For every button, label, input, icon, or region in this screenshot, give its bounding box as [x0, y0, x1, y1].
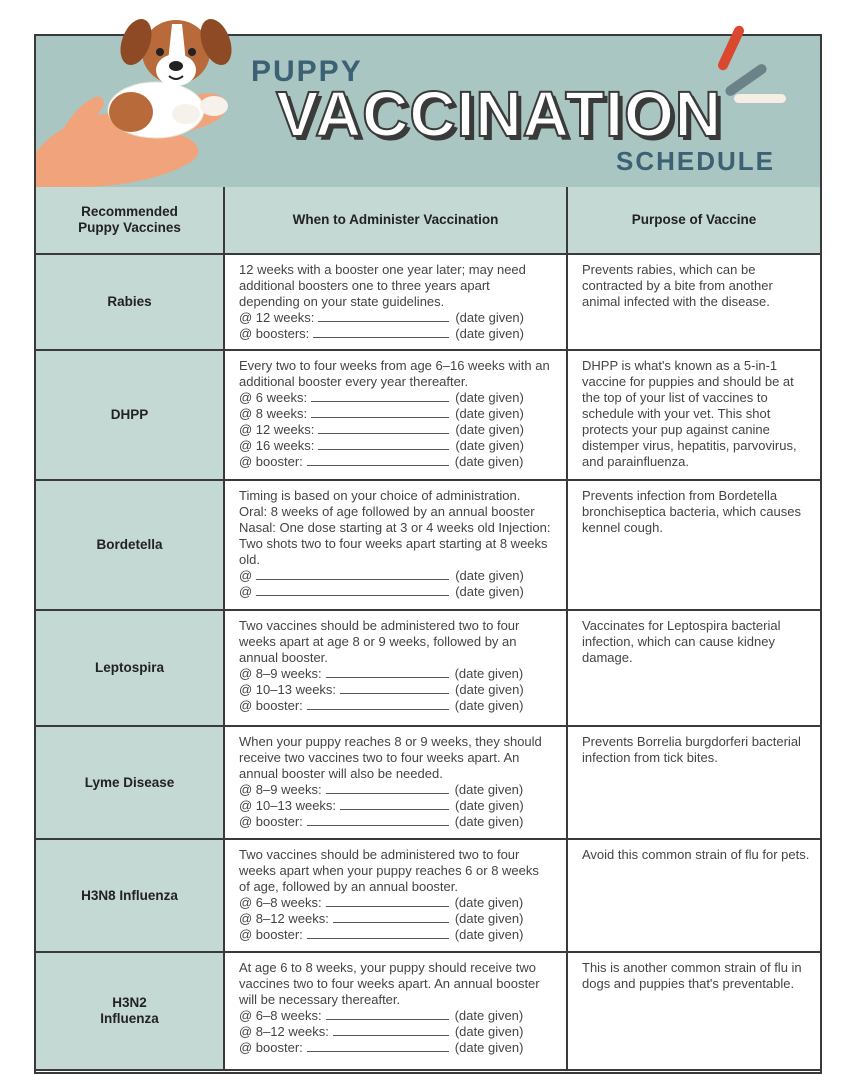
date-field	[239, 895, 558, 911]
date-given-note: (date given)	[455, 310, 524, 325]
administer-text: Two vaccines should be administered two to four weeks apart at age 8 or 9 weeks, followed by an annual booster.	[239, 618, 520, 665]
date-field-label: @ 16 weeks:	[239, 438, 315, 453]
date-field	[239, 406, 558, 422]
date-entry-line[interactable]	[307, 465, 449, 466]
administer-text: Every two to four weeks from age 6–16 weeks with an additional booster every year thereafter.	[239, 358, 550, 389]
date-field-label: @ 8–12 weeks:	[239, 1024, 329, 1039]
date-field	[239, 911, 558, 927]
date-given-note: (date given)	[454, 698, 524, 713]
date-given-note: (date given)	[455, 406, 524, 421]
table-header-row	[36, 187, 820, 254]
date-field-label: @ booster:	[239, 454, 303, 469]
administer-cell	[224, 726, 567, 839]
administer-text: Timing is based on your choice of administration. Oral: 8 weeks of age followed by an annual booster Nasal: One dose starting at 3 or 4 weeks old Injection: Two shots two to four weeks apart starting at 8 weeks old.	[239, 488, 551, 567]
date-given-note: (date given)	[454, 814, 524, 829]
date-field	[239, 1040, 558, 1056]
date-field	[239, 927, 558, 943]
page-title: VACCINATION	[276, 78, 722, 150]
administer-text: 12 weeks with a booster one year later; may need additional boosters one to three years apart depending on your state guidelines.	[239, 262, 526, 309]
date-given-note: (date given)	[454, 1024, 524, 1039]
col-header-when: When to Administer Vaccination	[224, 187, 567, 254]
date-given-note: (date given)	[455, 422, 524, 437]
table-row	[36, 726, 820, 839]
date-field	[239, 454, 558, 470]
date-given-note: (date given)	[454, 666, 524, 681]
date-entry-line[interactable]	[333, 1035, 449, 1036]
date-field	[239, 1008, 558, 1024]
date-field-label: @	[239, 568, 253, 583]
vaccine-name	[36, 350, 224, 480]
table-row	[36, 952, 820, 1070]
date-field	[239, 682, 558, 698]
date-entry-line[interactable]	[307, 709, 449, 710]
date-field	[239, 422, 558, 438]
administer-text: At age 6 to 8 weeks, your puppy should receive two vaccines two to four weeks apart. An annual booster will be necessary thereafter.	[239, 960, 540, 1007]
date-entry-line[interactable]	[318, 433, 449, 434]
date-entry-line[interactable]	[326, 677, 449, 678]
date-field-label: @ 6–8 weeks:	[239, 895, 322, 910]
date-field-label: @ 12 weeks:	[239, 422, 315, 437]
date-given-note: (date given)	[454, 782, 524, 797]
date-entry-line[interactable]	[340, 693, 449, 694]
purpose-text: Prevents infection from Bordetella bronchiseptica bacteria, which causes kennel cough.	[567, 480, 820, 610]
date-field-label: @ 8–9 weeks:	[239, 782, 322, 797]
administer-cell	[224, 350, 567, 480]
date-entry-line[interactable]	[307, 938, 449, 939]
vaccine-name	[36, 610, 224, 726]
date-field	[239, 814, 558, 830]
date-entry-line[interactable]	[318, 449, 449, 450]
vaccine-name-text: DHPP	[110, 407, 149, 422]
vaccine-name-text: H3N2 Influenza	[100, 995, 159, 1026]
header-banner	[36, 36, 820, 189]
purpose-text: Vaccinates for Leptospira bacterial infection, which can cause kidney damage.	[567, 610, 820, 726]
title-subtitle: SCHEDULE	[616, 146, 776, 176]
purpose-text: This is another common strain of flu in dogs and puppies that's preventable.	[567, 952, 820, 1070]
administer-cell	[224, 952, 567, 1070]
date-entry-line[interactable]	[307, 825, 449, 826]
vaccine-name	[36, 480, 224, 610]
administer-cell	[224, 839, 567, 952]
date-field	[239, 698, 558, 714]
date-field-label: @ booster:	[239, 698, 303, 713]
vaccine-name	[36, 952, 224, 1070]
table-row	[36, 350, 820, 480]
decor-stroke-cream	[734, 94, 786, 103]
date-field	[239, 568, 558, 584]
purpose-text: Prevents Borrelia burgdorferi bacterial infection from tick bites.	[567, 726, 820, 839]
date-entry-line[interactable]	[311, 401, 449, 402]
administer-text: Two vaccines should be administered two to four weeks apart when your puppy reaches 6 or 8 weeks of age, followed by an annual booster.	[239, 847, 539, 894]
puppy-in-hand-illustration	[36, 2, 236, 187]
title-small: PUPPY	[251, 55, 363, 88]
date-field	[239, 1024, 558, 1040]
decor-stroke-blue	[723, 62, 768, 98]
date-field-label: @ 8 weeks:	[239, 406, 308, 421]
date-entry-line[interactable]	[256, 595, 449, 596]
date-field-label: @ booster:	[239, 927, 303, 942]
table-row	[36, 480, 820, 610]
date-field-label: @ 10–13 weeks:	[239, 798, 337, 813]
date-given-note: (date given)	[454, 911, 524, 926]
date-field	[239, 438, 558, 454]
date-field-label: @ boosters:	[239, 326, 310, 341]
date-field-label: @ 8–9 weeks:	[239, 666, 322, 681]
date-entry-line[interactable]	[326, 793, 449, 794]
vaccine-name	[36, 726, 224, 839]
purpose-text: Prevents rabies, which can be contracted by a bite from another animal infected with the disease.	[567, 254, 820, 350]
vaccine-name-text: Bordetella	[96, 537, 163, 552]
purpose-text: DHPP is what's known as a 5-in-1 vaccine for puppies and should be at the top of your list of vaccines to schedule with your vet. This shot protects your pup against canine distemper virus, hepatitis, parvovirus, and parainfluenza.	[567, 350, 820, 480]
date-given-note: (date given)	[454, 454, 524, 469]
table-row	[36, 610, 820, 726]
col-header-purpose: Purpose of Vaccine	[567, 187, 820, 254]
date-given-note: (date given)	[455, 798, 524, 813]
vaccine-name-text: H3N8 Influenza	[81, 887, 178, 903]
date-field-label: @	[239, 584, 253, 599]
date-entry-line[interactable]	[307, 1051, 449, 1052]
administer-text: When your puppy reaches 8 or 9 weeks, they should receive two vaccines two to four weeks apart. An annual booster will also be needed.	[239, 734, 542, 781]
vaccine-name-text: Leptospira	[94, 660, 164, 675]
date-given-note: (date given)	[455, 568, 524, 583]
date-field	[239, 584, 558, 600]
date-entry-line[interactable]	[326, 1019, 449, 1020]
decor-stroke-red	[716, 24, 745, 72]
date-field-label: @ booster:	[239, 814, 303, 829]
date-field	[239, 666, 558, 682]
vaccine-name-text: Lyme Disease	[84, 774, 175, 790]
date-entry-line[interactable]	[333, 922, 449, 923]
date-field-label: @ 6–8 weeks:	[239, 1008, 322, 1023]
vaccine-name	[36, 254, 224, 350]
vaccine-name-text: Rabies	[107, 294, 152, 309]
date-field	[239, 782, 558, 798]
date-field	[239, 390, 558, 406]
date-field	[239, 326, 558, 342]
purpose-text: Avoid this common strain of flu for pets.	[567, 839, 820, 952]
administer-cell	[224, 480, 567, 610]
administer-cell	[224, 610, 567, 726]
date-entry-line[interactable]	[326, 906, 449, 907]
date-entry-line[interactable]	[311, 417, 449, 418]
date-field-label: @ 12 weeks:	[239, 310, 315, 325]
vaccine-name	[36, 839, 224, 952]
table-row	[36, 839, 820, 952]
date-entry-line[interactable]	[340, 809, 449, 810]
date-entry-line[interactable]	[256, 579, 449, 580]
table-row	[36, 254, 820, 350]
date-given-note: (date given)	[454, 895, 524, 910]
date-field	[239, 310, 558, 326]
date-given-note: (date given)	[454, 1040, 524, 1055]
date-given-note: (date given)	[454, 927, 524, 942]
vaccine-schedule-table	[36, 187, 820, 1071]
date-given-note: (date given)	[455, 584, 524, 599]
vaccination-sheet	[34, 34, 822, 1074]
date-given-note: (date given)	[454, 1008, 524, 1023]
date-field-label: @ 6 weeks:	[239, 390, 308, 405]
date-given-note: (date given)	[455, 438, 524, 453]
date-given-note: (date given)	[455, 326, 524, 341]
col-header-vaccine: Recommended Puppy Vaccines	[36, 187, 224, 254]
date-given-note: (date given)	[455, 390, 524, 405]
date-given-note: (date given)	[455, 682, 524, 697]
date-entry-line[interactable]	[318, 321, 449, 322]
date-field	[239, 798, 558, 814]
date-field-label: @ 8–12 weeks:	[239, 911, 329, 926]
date-entry-line[interactable]	[313, 337, 449, 338]
date-field-label: @ booster:	[239, 1040, 303, 1055]
administer-cell	[224, 254, 567, 350]
date-field-label: @ 10–13 weeks:	[239, 682, 337, 697]
